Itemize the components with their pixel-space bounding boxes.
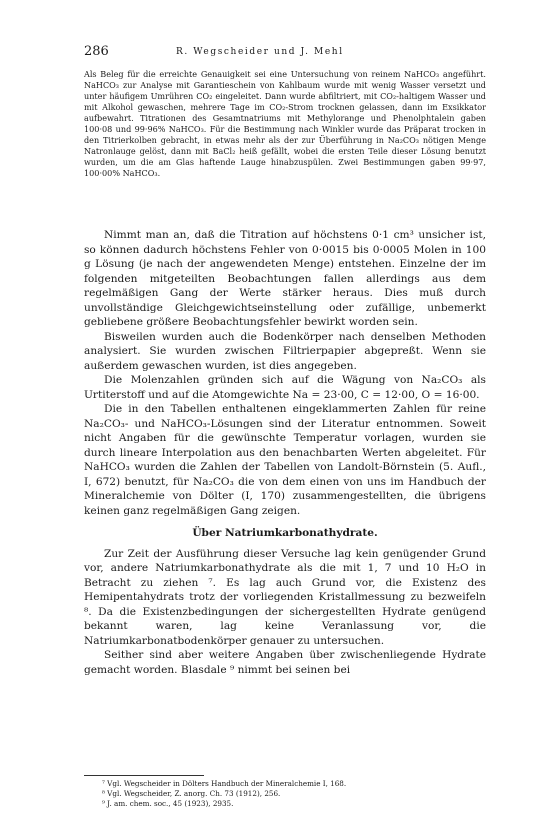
paragraph-3: Die Molenzahlen gründen sich auf die Wägung von Na₂CO₃ als Urtiterstoff und auf die Atomgewichte Na = 23·00, C = 12·00, O = 16·00. [84, 374, 486, 401]
main-text [84, 228, 486, 677]
footnote-9: ⁹ J. am. chem. soc., 45 (1923), 2935. [102, 799, 234, 808]
footnotes [84, 779, 486, 809]
paragraph-4: Die in den Tabellen enthaltenen eingeklammerten Zahlen für reine Na₂CO₃- und NaHCO₃-Lösungen sind der Literatur entnommen. Soweit nicht Angaben für die gewünschte Temperatur vorlagen, wurden sie durch lineare Interpolation aus den benachbarten Werten abgeleitet. Für NaHCO₃ wurden die Zahlen der Tabellen von Landolt-Börnstein (5. Aufl., I, 672) benutzt, für Na₂CO₃ die von dem einen von uns im Handbuch der Mineralchemie von Dölter (I, 170) zusammengestellten, die übrigens keinen ganz regelmäßigen Gang zeigen. [84, 403, 486, 517]
paragraph-1: Nimmt man an, daß die Titration auf höchstens 0·1 cm³ unsicher ist, so können dadurch höchstens Fehler von 0·0015 bis 0·0005 Molen in 100 g Lösung (je nach der angewendeten Menge) entstehen. Einzelne der im folgenden mitgeteilten Beobachtungen fallen allerdings aus dem regelmäßigen Gang der Werte stärker heraus. Dies muß durch unvollständige Gleichgewichtseinstellung oder zufällige, unbemerkt gebliebene größere Beobachtungsfehler bewirkt worden sein. [84, 229, 486, 328]
note-paragraph: Als Beleg für die erreichte Genauigkeit sei eine Untersuchung von reinem NaHCO₃ angeführt. NaHCO₃ zur Analyse mit Garantieschein von Kahlbaum wurde mit wenig Wasser versetzt und unter häufigem Umrühren CO₂ eingeleitet. Dann wurde abfiltriert, mit CO₂-haltigem Wasser und mit Alkohol gewaschen, mehrere Tage im CO₂-Strom trocknen gelassen, dann im Exsikkator aufbewahrt. Titrationen des Gesamtnatriums mit Methylorange und Phenolphtalein gaben 100·08 und 99·96% NaHCO₃. Für die Bestimmung nach Winkler wurde das Präparat trocken in den Titrierkolben gebracht, in etwas mehr als der zur Überführung in Na₂CO₃ nötigen Menge Natronlauge gelöst, dann mit BaCl₂ heiß gefällt, wobei die ersten Teile dieser Lösung benutzt wurden, um die am Glas haftende Lauge hinabzuspülen. Zwei Bestimmungen gaben 99·97, 100·00% NaHCO₃. [84, 69, 486, 178]
footnote-8: ⁸ Vgl. Wegscheider, Z. anorg. Ch. 73 (1912), 256. [102, 789, 281, 798]
note-block [84, 69, 486, 179]
footnote-7: ⁷ Vgl. Wegscheider in Dölters Handbuch der Mineralchemie I, 168. [102, 779, 347, 788]
paragraph-5: Zur Zeit der Ausführung dieser Versuche lag kein genügender Grund vor, andere Natriumkarbonathydrate als die mit 1, 7 und 10 H₂O in Betracht zu ziehen ⁷. Es lag auch Grund vor, die Existenz des Hemipentahydrats trotz der vorliegenden Kristallmessung zu bezweifeln ⁸. Da die Existenzbedingungen der sichergestellten Hydrate genügend bekannt waren, lag keine Veranlassung vor, die Natriumkarbonatbodenkörper genauer zu untersuchen. [84, 547, 486, 647]
running-head: R. Wegscheider und J. Mehl [176, 47, 344, 57]
page-header [84, 44, 484, 62]
paragraph-2: Bisweilen wurden auch die Bodenkörper nach denselben Methoden analysiert. Sie wurden zwischen Filtrierpapier abgepreßt. Wenn sie außerdem gewaschen wurden, ist dies angegeben. [84, 330, 486, 372]
paragraph-6: Seither sind aber weitere Angaben über zwischenliegende Hydrate gemacht worden. Blasdale ⁹ nimmt bei seinen bei [84, 649, 486, 676]
page-number: 286 [84, 44, 109, 59]
section-title: Über Natriumkarbonathydrate. [192, 527, 378, 539]
footnote-rule [84, 775, 204, 776]
